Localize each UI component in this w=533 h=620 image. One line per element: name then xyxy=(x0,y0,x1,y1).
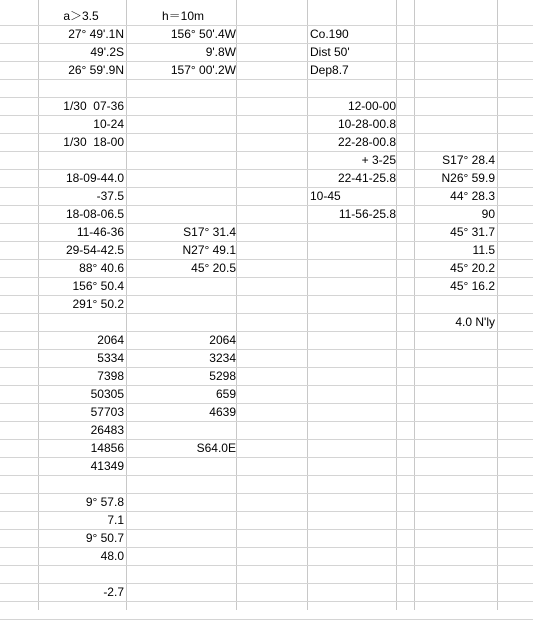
cell-g-14[interactable]: 11.5 xyxy=(472,243,495,257)
cell-c-13[interactable]: S17° 31.4 xyxy=(183,225,236,239)
cell-e-11[interactable]: 10-45 xyxy=(310,189,341,203)
cell-a-25[interactable]: 14856 xyxy=(90,441,124,455)
cell-c-22[interactable]: 659 xyxy=(215,387,236,401)
cell-a-26[interactable]: 41349 xyxy=(90,459,124,473)
cell-c-4[interactable]: 157° 00'.2W xyxy=(170,63,236,77)
cell-a-15[interactable]: 88° 40.6 xyxy=(79,261,124,275)
table-row xyxy=(0,602,533,620)
cell-a-29[interactable]: 7.1 xyxy=(107,513,124,527)
cell-a-16[interactable]: 156° 50.4 xyxy=(72,279,124,293)
cell-g-15[interactable]: 45° 20.2 xyxy=(450,261,495,275)
cell-a-3[interactable]: 49'.2S xyxy=(90,45,124,59)
cell-g-10[interactable]: N26° 59.9 xyxy=(441,171,495,185)
cell-a-14[interactable]: 29-54-42.5 xyxy=(65,243,124,257)
cell-a-13[interactable]: 11-46-36 xyxy=(76,225,124,239)
cell-a-31[interactable]: 48.0 xyxy=(100,549,124,563)
cell-e-12[interactable]: 11-56-25.8 xyxy=(338,207,396,221)
cell-a-10[interactable]: 18-09-44.0 xyxy=(65,171,124,185)
table-row xyxy=(0,566,533,584)
cell-c-23[interactable]: 4639 xyxy=(209,405,236,419)
cell-e-6[interactable]: 12-00-00 xyxy=(347,99,396,113)
cell-a-4[interactable]: 26° 59'.9N xyxy=(68,63,124,77)
cell-g-16[interactable]: 45° 16.2 xyxy=(450,279,495,293)
cell-g-13[interactable]: 45° 31.7 xyxy=(450,225,495,239)
cell-a-17[interactable]: 291° 50.2 xyxy=(72,297,124,311)
cell-a-23[interactable]: 57703 xyxy=(90,405,124,419)
cell-c-25[interactable]: S64.0E xyxy=(196,441,236,455)
table-row xyxy=(0,80,533,98)
cell-g-12[interactable]: 90 xyxy=(481,207,495,221)
cell-a-7[interactable]: 10-24 xyxy=(93,117,124,131)
cell-g-9[interactable]: S17° 28.4 xyxy=(442,153,495,167)
cell-c-14[interactable]: N27° 49.1 xyxy=(182,243,236,257)
cell-g-11[interactable]: 44° 28.3 xyxy=(450,189,495,203)
table-row xyxy=(0,476,533,494)
cell-a-24[interactable]: 26483 xyxy=(90,423,124,437)
cell-a-21[interactable]: 7398 xyxy=(97,369,124,383)
cell-c-1[interactable]: h＝10m xyxy=(161,9,205,23)
cell-a-30[interactable]: 9° 50.7 xyxy=(85,531,124,545)
cell-c-21[interactable]: 5298 xyxy=(209,369,236,383)
cell-a-28[interactable]: 9° 57.8 xyxy=(85,495,124,509)
cell-c-20[interactable]: 3234 xyxy=(209,351,236,365)
cell-e-2[interactable]: Co.190 xyxy=(310,27,349,41)
cell-e-4[interactable]: Dep8.7 xyxy=(310,63,349,77)
cell-c-15[interactable]: 45° 20.5 xyxy=(191,261,236,275)
cell-a-8[interactable]: 1/30 18-00 xyxy=(63,135,124,149)
cell-a-20[interactable]: 5334 xyxy=(97,351,124,365)
cell-c-2[interactable]: 156° 50'.4W xyxy=(170,27,236,41)
cell-a-1[interactable]: a＞3.5 xyxy=(63,9,99,23)
cell-a-2[interactable]: 27° 49'.1N xyxy=(68,27,124,41)
cell-g-18[interactable]: 4.0 N'ly xyxy=(455,315,495,329)
cell-e-7[interactable]: 10-28-00.8 xyxy=(337,117,396,131)
cell-a-19[interactable]: 2064 xyxy=(97,333,124,347)
cell-a-22[interactable]: 50305 xyxy=(90,387,124,401)
cell-c-19[interactable]: 2064 xyxy=(209,333,236,347)
cell-e-10[interactable]: 22-41-25.8 xyxy=(337,171,396,185)
cell-e-8[interactable]: 22-28-00.8 xyxy=(337,135,396,149)
cell-e-9[interactable]: + 3-25 xyxy=(361,153,396,167)
cell-e-3[interactable]: Dist 50' xyxy=(310,45,350,59)
cell-a-12[interactable]: 18-08-06.5 xyxy=(65,207,124,221)
cell-a-33[interactable]: -2.7 xyxy=(103,585,124,599)
cell-a-6[interactable]: 1/30 07-36 xyxy=(63,99,124,113)
cell-c-3[interactable]: 9'.8W xyxy=(205,45,236,59)
cell-a-11[interactable]: -37.5 xyxy=(96,189,124,203)
